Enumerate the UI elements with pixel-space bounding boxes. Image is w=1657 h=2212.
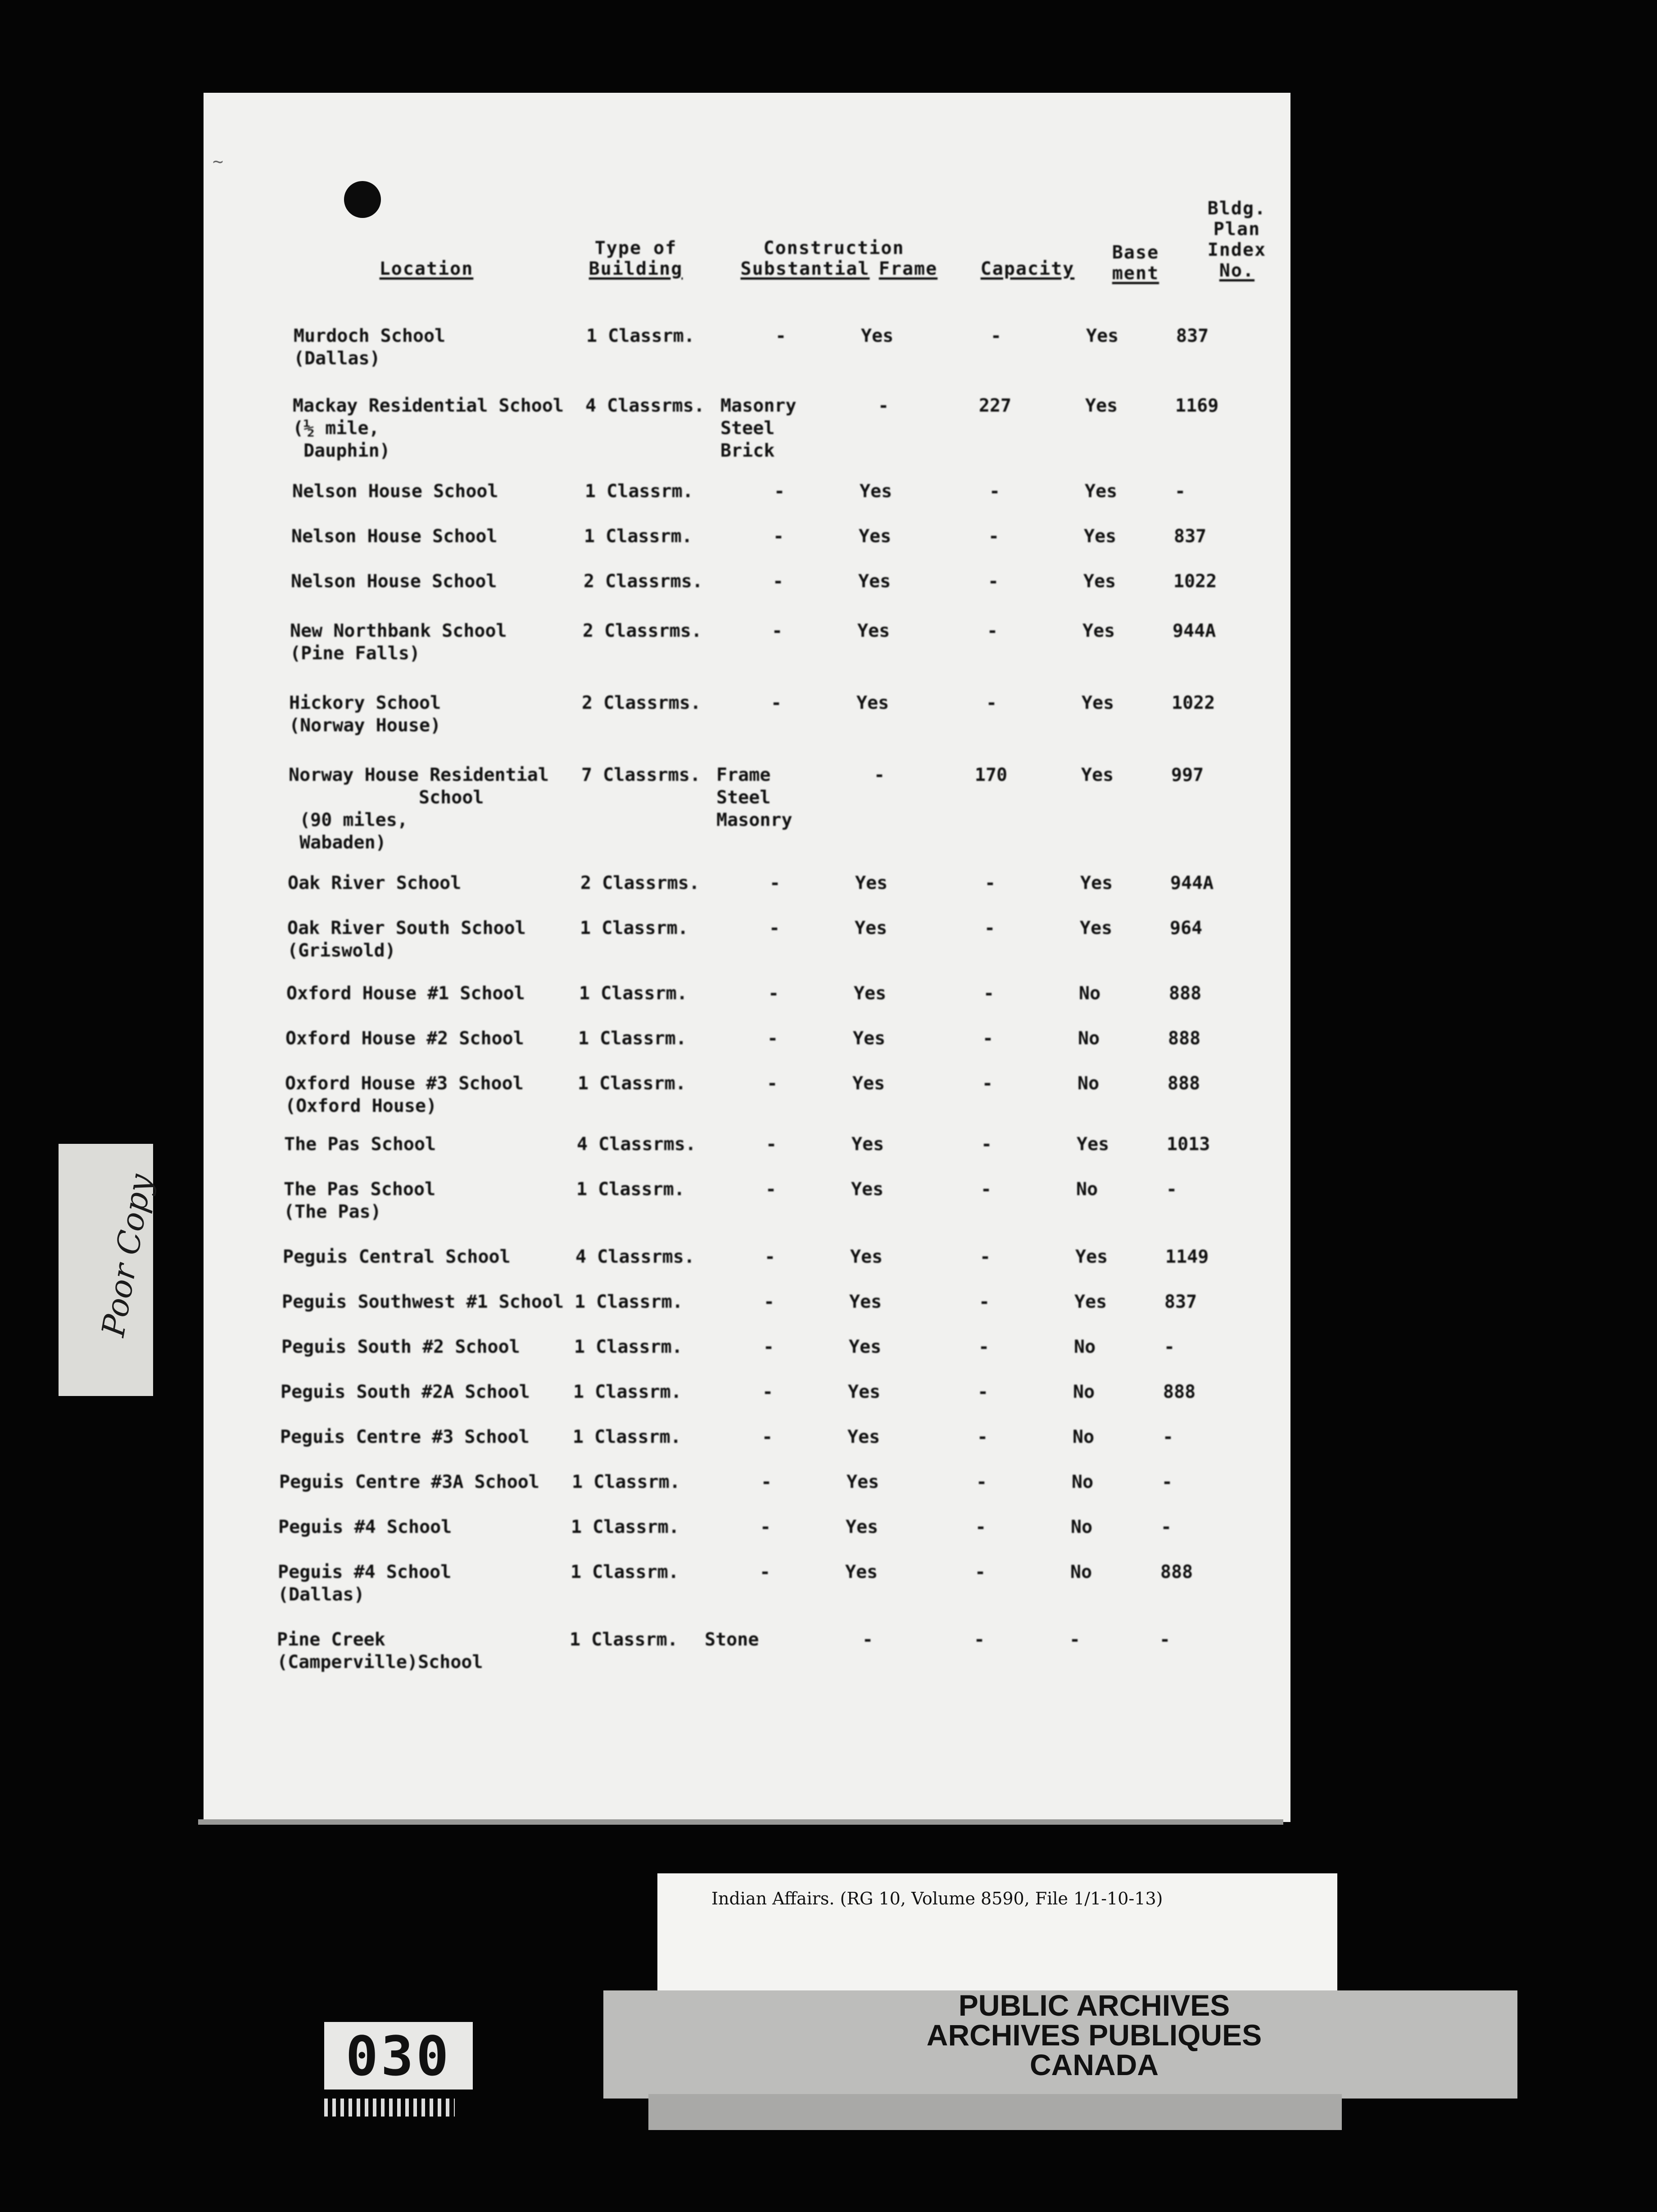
substantial-cell: - bbox=[767, 1073, 778, 1094]
corner-mark: ~ bbox=[213, 151, 224, 172]
header-basement-line1: Base bbox=[1112, 242, 1159, 263]
side-note: Poor Copy bbox=[95, 1171, 160, 1340]
type-cell: 1 Classrm. bbox=[585, 481, 693, 502]
type-cell: 1 Classrm. bbox=[572, 1472, 680, 1492]
capacity-cell: - bbox=[982, 1073, 993, 1094]
basement-cell: Yes bbox=[1080, 918, 1113, 938]
type-cell: 1 Classrm. bbox=[576, 1179, 685, 1200]
plan-cell: - bbox=[1166, 1179, 1177, 1200]
frame-cell: Yes bbox=[848, 1382, 881, 1402]
location-cell: Peguis Southwest #1 School bbox=[282, 1292, 564, 1312]
punch-hole bbox=[344, 181, 381, 218]
location-cell: The Pas School (The Pas) bbox=[284, 1179, 436, 1222]
capacity-cell: - bbox=[973, 1629, 985, 1650]
header-substantial: Substantial bbox=[740, 258, 870, 279]
basement-cell: Yes bbox=[1077, 1134, 1109, 1155]
capacity-cell: - bbox=[975, 1517, 987, 1537]
substantial-cell: Masonry Steel Brick bbox=[720, 395, 797, 461]
type-cell: 1 Classrm. bbox=[586, 326, 695, 346]
capacity-cell: - bbox=[989, 481, 1001, 502]
capacity-cell: - bbox=[990, 326, 1002, 346]
header-plan-line3: Index bbox=[1207, 240, 1267, 260]
basement-cell: No bbox=[1074, 1337, 1096, 1357]
header-plan-line1: Bldg. bbox=[1207, 198, 1267, 219]
basement-cell: No bbox=[1078, 1073, 1100, 1094]
substantial-cell: - bbox=[771, 693, 782, 713]
header-basement-line2: ment bbox=[1112, 263, 1159, 284]
location-cell: Norway House Residential School (90 miles, Wabaden) bbox=[289, 765, 549, 853]
basement-cell: No bbox=[1071, 1517, 1093, 1537]
type-cell: 2 Classrms. bbox=[584, 571, 703, 592]
page-edge bbox=[198, 1819, 1283, 1825]
frame-cell: - bbox=[862, 1629, 874, 1650]
basement-cell: Yes bbox=[1082, 621, 1115, 641]
plan-cell: 837 bbox=[1176, 326, 1209, 346]
plan-cell: - bbox=[1159, 1629, 1171, 1650]
plan-cell: - bbox=[1161, 1517, 1172, 1537]
frame-cell: Yes bbox=[846, 1517, 878, 1537]
basement-cell: Yes bbox=[1086, 326, 1119, 346]
type-cell: 1 Classrm. bbox=[578, 1073, 686, 1094]
frame-cell: Yes bbox=[845, 1562, 878, 1582]
location-cell: Peguis Centre #3 School bbox=[280, 1427, 530, 1447]
substantial-cell: - bbox=[762, 1427, 773, 1447]
location-cell: Oak River South School (Griswold) bbox=[287, 918, 526, 961]
document-page bbox=[204, 93, 1290, 1822]
location-cell: Murdoch School (Dallas) bbox=[294, 326, 446, 369]
frame-number: 030 bbox=[345, 2026, 452, 2088]
basement-cell: No bbox=[1076, 1179, 1098, 1200]
type-cell: 2 Classrms. bbox=[582, 693, 701, 713]
basement-cell: Yes bbox=[1084, 526, 1117, 547]
frame-ticks bbox=[324, 2099, 455, 2117]
frame-cell: Yes bbox=[861, 326, 894, 346]
plan-cell: 888 bbox=[1169, 983, 1202, 1004]
frame-cell: - bbox=[878, 395, 889, 416]
basement-cell: Yes bbox=[1074, 1292, 1107, 1312]
frame-cell: Yes bbox=[847, 1472, 879, 1492]
plan-cell: - bbox=[1162, 1472, 1173, 1492]
capacity-cell: - bbox=[987, 621, 998, 641]
capacity-cell: - bbox=[984, 918, 996, 938]
frame-cell: Yes bbox=[855, 918, 887, 938]
substantial-cell: - bbox=[773, 571, 784, 592]
location-cell: Oak River School bbox=[288, 873, 462, 893]
frame-cell: Yes bbox=[849, 1292, 882, 1312]
plan-cell: 837 bbox=[1164, 1292, 1197, 1312]
capacity-cell: - bbox=[974, 1562, 986, 1582]
capacity-cell: - bbox=[976, 1472, 987, 1492]
header-construction: Construction bbox=[763, 238, 905, 258]
capacity-cell: - bbox=[981, 1134, 992, 1155]
location-cell: Hickory School (Norway House) bbox=[289, 693, 441, 736]
type-cell: 1 Classrm. bbox=[570, 1562, 679, 1582]
plan-cell: 964 bbox=[1170, 918, 1203, 938]
header-location: Location bbox=[379, 258, 474, 279]
header-type-line1: Type of bbox=[594, 238, 677, 258]
type-cell: 1 Classrm. bbox=[580, 918, 688, 938]
basement-cell: Yes bbox=[1085, 481, 1118, 502]
type-cell: 1 Classrm. bbox=[573, 1382, 682, 1402]
substantial-cell: - bbox=[762, 1382, 774, 1402]
plan-cell: 888 bbox=[1163, 1382, 1196, 1402]
basement-cell: No bbox=[1078, 1028, 1100, 1049]
basement-cell: Yes bbox=[1075, 1247, 1108, 1267]
substantial-cell: - bbox=[761, 1472, 772, 1492]
location-cell: Peguis #4 School (Dallas) bbox=[278, 1562, 452, 1605]
substantial-cell: - bbox=[763, 1337, 774, 1357]
frame-cell: Yes bbox=[859, 526, 892, 547]
substantial-cell: - bbox=[767, 1028, 779, 1049]
plan-cell: 1169 bbox=[1175, 395, 1219, 416]
type-cell: 1 Classrm. bbox=[570, 1629, 678, 1650]
header-plan-line4: No. bbox=[1219, 260, 1255, 281]
basement-cell: Yes bbox=[1081, 765, 1114, 785]
plan-cell: 1149 bbox=[1165, 1247, 1209, 1267]
plan-cell: 837 bbox=[1174, 526, 1207, 547]
frame-cell: Yes bbox=[857, 621, 890, 641]
frame-cell: Yes bbox=[855, 873, 888, 893]
frame-cell: Yes bbox=[854, 983, 887, 1004]
type-cell: 4 Classrms. bbox=[577, 1134, 696, 1155]
reference-text: Indian Affairs. (RG 10, Volume 8590, File 1/1-10-13) bbox=[711, 1889, 1163, 1908]
plan-cell: 888 bbox=[1168, 1073, 1200, 1094]
frame-cell: Yes bbox=[852, 1073, 885, 1094]
header-capacity: Capacity bbox=[980, 258, 1075, 279]
plan-cell: 944A bbox=[1173, 621, 1216, 641]
frame-cell: Yes bbox=[849, 1337, 882, 1357]
capacity-cell: - bbox=[978, 1292, 990, 1312]
plan-cell: 1022 bbox=[1172, 693, 1215, 713]
capacity-cell: - bbox=[978, 1337, 990, 1357]
substantial-cell: - bbox=[760, 1517, 771, 1537]
substantial-cell: - bbox=[769, 918, 780, 938]
basement-cell: No bbox=[1070, 1562, 1092, 1582]
type-cell: 1 Classrm. bbox=[578, 1028, 687, 1049]
basement-cell: Yes bbox=[1082, 693, 1114, 713]
header-frame: Frame bbox=[878, 258, 938, 279]
substantial-cell: - bbox=[764, 1292, 775, 1312]
header-type-line2: Building bbox=[589, 258, 683, 279]
location-cell: Nelson House School bbox=[291, 571, 497, 592]
capacity-cell: 170 bbox=[974, 765, 1008, 785]
substantial-cell: - bbox=[772, 621, 783, 641]
capacity-cell: - bbox=[988, 526, 1000, 547]
basement-cell: No bbox=[1072, 1472, 1094, 1492]
substantial-cell: - bbox=[768, 983, 779, 1004]
substantial-cell: - bbox=[765, 1247, 776, 1267]
stamp-line1: PUBLIC ARCHIVES bbox=[958, 1989, 1230, 2022]
location-cell: Pine Creek (Camperville)School bbox=[277, 1629, 483, 1673]
location-cell: Peguis South #2A School bbox=[281, 1382, 530, 1402]
frame-number-box bbox=[324, 2022, 473, 2090]
substantial-cell: - bbox=[775, 326, 787, 346]
plan-cell: 888 bbox=[1160, 1562, 1193, 1582]
plan-cell: 1022 bbox=[1173, 571, 1217, 592]
substantial-cell: - bbox=[760, 1562, 771, 1582]
frame-cell: Yes bbox=[851, 1134, 884, 1155]
type-cell: 1 Classrm. bbox=[579, 983, 688, 1004]
type-cell: 1 Classrm. bbox=[573, 1427, 681, 1447]
plan-cell: - bbox=[1163, 1427, 1174, 1447]
archive-stamp bbox=[847, 1990, 1342, 2080]
frame-cell: Yes bbox=[858, 571, 891, 592]
plan-cell: - bbox=[1164, 1337, 1175, 1357]
frame-cell: Yes bbox=[856, 693, 889, 713]
location-cell: Oxford House #2 School bbox=[285, 1028, 524, 1049]
capacity-cell: 227 bbox=[978, 395, 1012, 416]
substantial-cell: - bbox=[774, 481, 785, 502]
substantial-cell: - bbox=[773, 526, 784, 547]
basement-cell: Yes bbox=[1080, 873, 1113, 893]
stamp-line3: CANADA bbox=[1030, 2048, 1159, 2081]
plan-cell: 944A bbox=[1170, 873, 1214, 893]
frame-cell: Yes bbox=[853, 1028, 886, 1049]
type-cell: 4 Classrms. bbox=[585, 395, 705, 416]
basement-cell: - bbox=[1069, 1629, 1081, 1650]
stamp-line2: ARCHIVES PUBLIQUES bbox=[926, 2018, 1262, 2052]
side-tab bbox=[59, 1144, 160, 1396]
capacity-cell: - bbox=[980, 1179, 992, 1200]
type-cell: 1 Classrm. bbox=[584, 526, 693, 547]
capacity-cell: - bbox=[986, 693, 997, 713]
location-cell: New Northbank School (Pine Falls) bbox=[290, 621, 507, 664]
type-cell: 1 Classrm. bbox=[574, 1337, 683, 1357]
frame-cell: Yes bbox=[850, 1247, 883, 1267]
capacity-cell: - bbox=[982, 1028, 994, 1049]
location-cell: Oxford House #1 School bbox=[286, 983, 525, 1004]
substantial-cell: - bbox=[765, 1179, 777, 1200]
type-cell: 2 Classrms. bbox=[583, 621, 702, 641]
frame-cell: - bbox=[874, 765, 885, 785]
capacity-cell: - bbox=[979, 1247, 991, 1267]
location-cell: Mackay Residential School (½ mile, Dauphin) bbox=[293, 395, 564, 461]
location-cell: Nelson House School bbox=[291, 526, 498, 547]
basement-cell: Yes bbox=[1085, 395, 1118, 416]
substantial-cell: - bbox=[766, 1134, 777, 1155]
plan-cell: 1013 bbox=[1167, 1134, 1210, 1155]
capacity-cell: - bbox=[977, 1427, 988, 1447]
location-cell: Peguis South #2 School bbox=[281, 1337, 520, 1357]
capacity-cell: - bbox=[987, 571, 999, 592]
basement-cell: No bbox=[1073, 1427, 1095, 1447]
type-cell: 4 Classrms. bbox=[575, 1247, 695, 1267]
basement-cell: No bbox=[1079, 983, 1101, 1004]
plan-cell: - bbox=[1175, 481, 1186, 502]
location-cell: Peguis Centre #3A School bbox=[279, 1472, 539, 1492]
substantial-cell: Frame Steel Masonry bbox=[716, 765, 792, 830]
frame-cell: Yes bbox=[851, 1179, 884, 1200]
type-cell: 1 Classrm. bbox=[571, 1517, 679, 1537]
substantial-cell: - bbox=[770, 873, 781, 893]
type-cell: 1 Classrm. bbox=[575, 1292, 683, 1312]
location-cell: Peguis #4 School bbox=[278, 1517, 452, 1537]
type-cell: 7 Classrms. bbox=[581, 765, 701, 785]
substantial-cell: Stone bbox=[705, 1629, 759, 1650]
stamp-lower-strip bbox=[648, 2094, 1342, 2130]
location-cell: The Pas School bbox=[284, 1134, 436, 1155]
capacity-cell: - bbox=[983, 983, 995, 1004]
header-plan-line2: Plan bbox=[1213, 219, 1261, 240]
type-cell: 2 Classrms. bbox=[580, 873, 700, 893]
basement-cell: No bbox=[1073, 1382, 1095, 1402]
location-cell: Oxford House #3 School (Oxford House) bbox=[285, 1073, 524, 1116]
frame-cell: Yes bbox=[860, 481, 892, 502]
location-cell: Nelson House School bbox=[292, 481, 498, 502]
capacity-cell: - bbox=[977, 1382, 989, 1402]
basement-cell: Yes bbox=[1083, 571, 1116, 592]
plan-cell: 997 bbox=[1171, 765, 1204, 785]
location-cell: Peguis Central School bbox=[283, 1247, 511, 1267]
capacity-cell: - bbox=[984, 873, 996, 893]
frame-cell: Yes bbox=[847, 1427, 880, 1447]
plan-cell: 888 bbox=[1168, 1028, 1201, 1049]
